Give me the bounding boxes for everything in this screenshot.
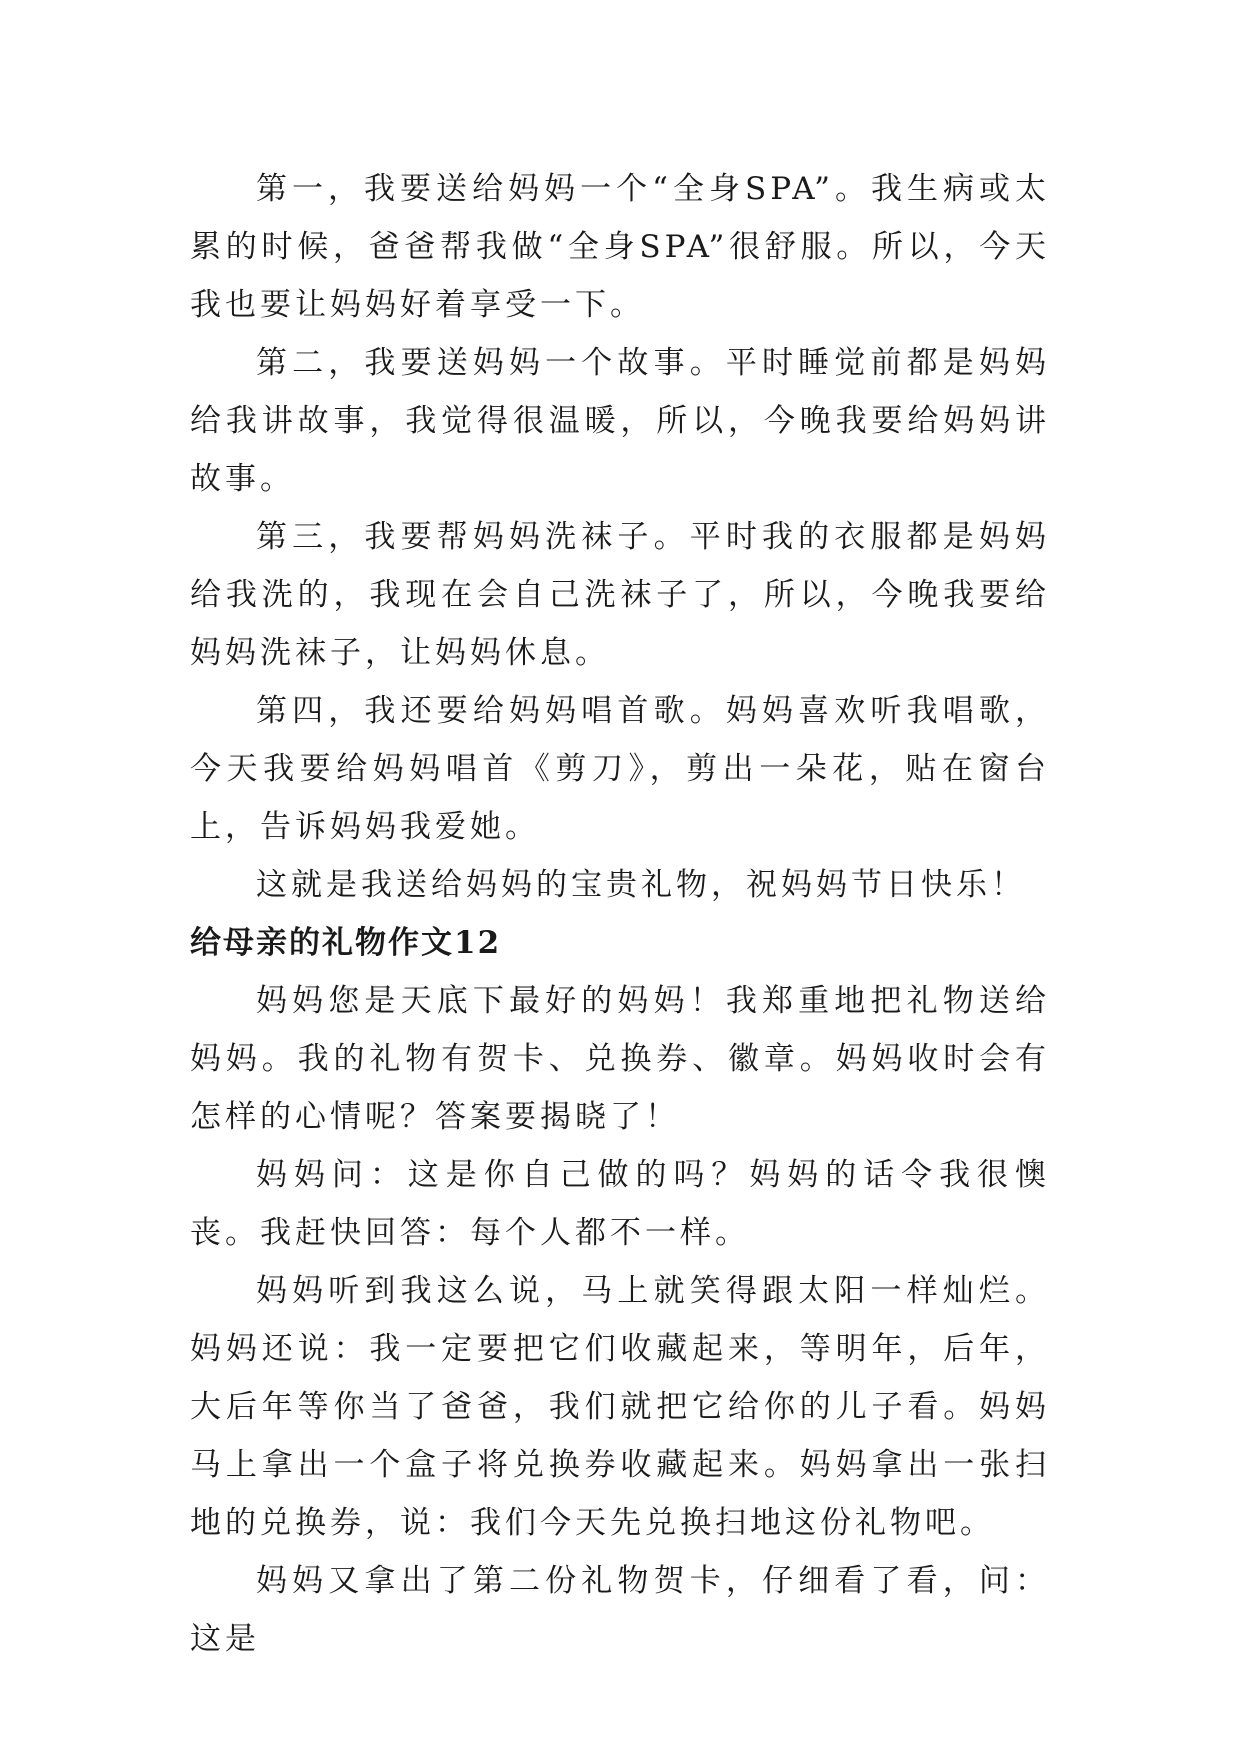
paragraph-4: 第四，我还要给妈妈唱首歌。妈妈喜欢听我唱歌，今天我要给妈妈唱首《剪刀》，剪出一朵花，贴在窗台上，告诉妈妈我爱她。 [190, 693, 1050, 845]
paragraph-8: 妈妈听到我这么说，马上就笑得跟太阳一样灿烂。妈妈还说：我一定要把它们收藏起来，等明年，后年，大后年等你当了爸爸，我们就把它给你的儿子看。妈妈马上拿出一个盒子将兑换券收藏起来。妈妈拿出一张扫地的兑换券，说：我们今天先兑换扫地这份礼物吧。 [190, 1273, 1050, 1541]
document-body [190, 160, 1050, 1668]
paragraph-1: 第一，我要送给妈妈一个“全身SPA”。我生病或太累的时候，爸爸帮我做“全身SPA”很舒服。所以，今天我也要让妈妈好着享受一下。 [190, 171, 1050, 323]
paragraph-2: 第二，我要送妈妈一个故事。平时睡觉前都是妈妈给我讲故事，我觉得很温暖，所以，今晚我要给妈妈讲故事。 [190, 345, 1050, 497]
paragraph-6: 妈妈您是天底下最好的妈妈！我郑重地把礼物送给妈妈。我的礼物有贺卡、兑换券、徽章。妈妈收时会有怎样的心情呢？答案要揭晓了！ [190, 983, 1050, 1135]
paragraph-5: 这就是我送给妈妈的宝贵礼物，祝妈妈节日快乐！ [256, 867, 1026, 903]
paragraph-3: 第三，我要帮妈妈洗袜子。平时我的衣服都是妈妈给我洗的，我现在会自己洗袜子了，所以，今晚我要给妈妈洗袜子，让妈妈休息。 [190, 519, 1050, 671]
paragraph-9: 妈妈又拿出了第二份礼物贺卡，仔细看了看，问：这是 [190, 1563, 1050, 1657]
paragraph-7: 妈妈问：这是你自己做的吗？妈妈的话令我很懊丧。我赶快回答：每个人都不一样。 [190, 1157, 1050, 1251]
section-title: 给母亲的礼物作文12 [190, 925, 502, 961]
